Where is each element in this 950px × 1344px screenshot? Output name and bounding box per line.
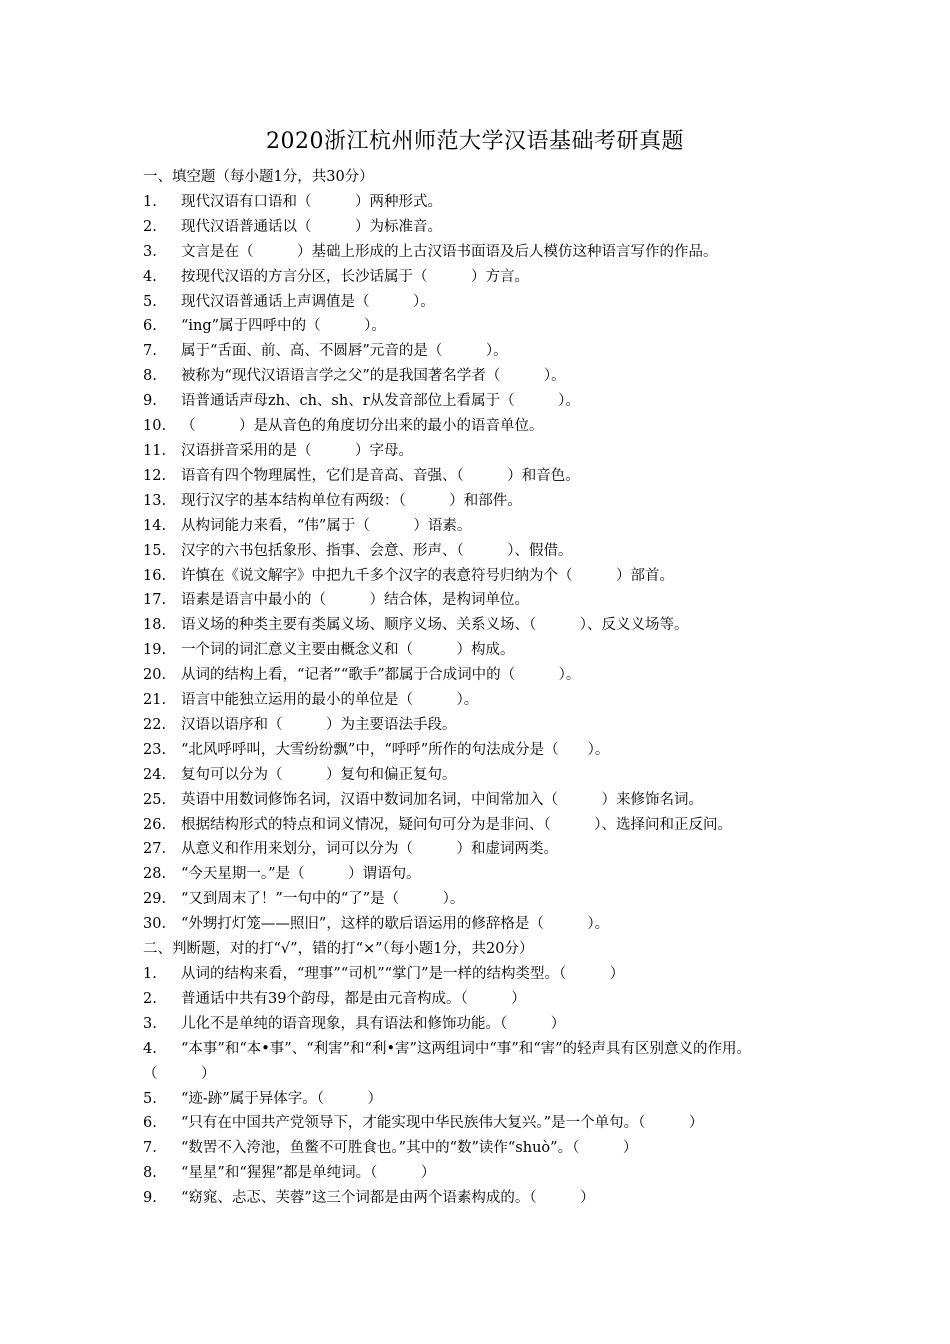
question-text: 复句可以分为（ ）复句和偏正复句。 <box>181 766 457 783</box>
question-text: “只有在中国共产党领导下，才能实现中华民族伟大复兴。”是一个单句。（ ） <box>181 1115 704 1132</box>
question-number: 18. <box>143 617 167 634</box>
exam-content <box>143 165 813 1211</box>
fill-blank-question-11 <box>143 439 813 464</box>
true-false-question-6 <box>143 1111 813 1136</box>
question-number: 5. <box>143 1090 157 1107</box>
question-text: “星星”和“猩猩”都是单纯词。（ ） <box>181 1165 436 1182</box>
question-number: 10. <box>143 418 167 435</box>
true-false-question-4 <box>143 1037 808 1087</box>
question-text: 从词的结构上看，“记者”“歌手”都属于合成词中的（ ）。 <box>181 667 581 684</box>
fill-blank-question-30 <box>143 912 813 937</box>
true-false-question-8 <box>143 1161 813 1186</box>
question-number: 2. <box>143 218 157 235</box>
fill-blank-question-19 <box>143 638 813 663</box>
question-number: 9. <box>143 1190 157 1207</box>
question-number: 24. <box>143 766 167 783</box>
question-text: 普通话中共有39个韵母，都是由元音构成。（ ） <box>181 990 526 1007</box>
question-text: 现代汉语普通话上声调值是（ ）。 <box>181 293 435 310</box>
question-text: 语音有四个物理属性，它们是音高、音强、（ ）和音色。 <box>181 467 580 484</box>
question-number: 28. <box>143 866 167 883</box>
question-number: 9. <box>143 393 157 410</box>
question-number: 16. <box>143 567 167 584</box>
question-text: 汉语拼音采用的是（ ）字母。 <box>181 442 413 459</box>
fill-blank-question-28 <box>143 862 813 887</box>
question-number: 21. <box>143 692 167 709</box>
question-text: “窈窕、忐忑、芙蓉”这三个词都是由两个语素构成的。（ ） <box>181 1190 595 1207</box>
true-false-question-5 <box>143 1087 813 1112</box>
fill-blank-question-10 <box>143 414 813 439</box>
question-text: 儿化不是单纯的语音现象，具有语法和修饰功能。（ ） <box>181 1015 566 1032</box>
question-number: 2. <box>143 990 157 1007</box>
fill-blank-question-14 <box>143 514 813 539</box>
fill-blank-question-5 <box>143 290 813 315</box>
question-number: 17. <box>143 592 167 609</box>
question-text: 汉语以语序和（ ）为主要语法手段。 <box>181 716 457 733</box>
fill-blank-question-4 <box>143 265 813 290</box>
fill-blank-question-25 <box>143 788 813 813</box>
question-text: 按现代汉语的方言分区，长沙话属于（ ）方言。 <box>181 268 529 285</box>
question-text: 语普通话声母zh、ch、sh、r从发音部位上看属于（ ）。 <box>181 393 580 410</box>
fill-blank-question-22 <box>143 713 813 738</box>
question-number: 4. <box>143 1040 157 1057</box>
question-number: 23. <box>143 741 167 758</box>
question-text: “本事”和“本•事”、“利害”和“利•害”这两组词中“事”和“害”的轻声具有区别意义的作用。（ ） <box>143 1040 752 1082</box>
true-false-question-9 <box>143 1186 813 1211</box>
question-number: 6. <box>143 318 157 335</box>
question-number: 27. <box>143 841 167 858</box>
fill-blank-question-20 <box>143 663 813 688</box>
question-number: 15. <box>143 542 167 559</box>
question-number: 12. <box>143 467 167 484</box>
section-heading-true-false: 二、判断题，对的打“√”，错的打“×”（每小题1分，共20分） <box>143 941 534 958</box>
question-text: 现代汉语普通话以（ ）为标准音。 <box>181 218 442 235</box>
fill-blank-question-27 <box>143 837 813 862</box>
question-text: 一个词的词汇意义主要由概念义和（ ）构成。 <box>181 642 515 659</box>
fill-blank-question-23 <box>143 738 813 763</box>
fill-blank-question-8 <box>143 364 813 389</box>
question-text: “北风呼呼叫，大雪纷纷飘”中，“呼呼”所作的句法成分是（ ）。 <box>181 741 610 758</box>
question-text: “数罟不入洿池，鱼鳖不可胜食也。”其中的“数”读作“shuò”。（ ） <box>181 1140 638 1157</box>
question-text: 被称为“现代汉语语言学之父”的是我国著名学者（ ）。 <box>181 368 566 385</box>
true-false-question-3 <box>143 1012 813 1037</box>
question-text: 从意义和作用来划分，词可以分为（ ）和虚词两类。 <box>181 841 558 858</box>
true-false-question-7 <box>143 1136 813 1161</box>
question-text: 汉字的六书包括象形、指事、会意、形声、（ ）、假借。 <box>181 542 573 559</box>
question-number: 26. <box>143 816 167 833</box>
section-heading-fill-blank: 一、填空题（每小题1分，共30分） <box>143 169 374 185</box>
question-text: “又到周末了！”一句中的“了”是（ ）。 <box>181 891 465 908</box>
question-text: （ ）是从音色的角度切分出来的最小的语音单位。 <box>181 418 544 435</box>
question-number: 22. <box>143 716 167 733</box>
true-false-question-1 <box>143 962 813 987</box>
question-number: 5. <box>143 293 157 310</box>
question-text: 许慎在《说文解字》中把九千多个汉字的表意符号归纳为个（ ）部首。 <box>181 567 674 584</box>
question-number: 7. <box>143 1140 157 1157</box>
fill-blank-question-7 <box>143 339 813 364</box>
question-text: 根据结构形式的特点和词义情况，疑问句可分为是非问、（ ）、选择问和正反问。 <box>181 816 732 833</box>
question-number: 1. <box>143 966 157 982</box>
question-number: 6. <box>143 1115 157 1132</box>
fill-blank-question-9 <box>143 389 813 414</box>
page-title: 2020浙江杭州师范大学汉语基础考研真题 <box>266 129 684 154</box>
question-text: 语素是语言中最小的（ ）结合体，是构词单位。 <box>181 592 529 609</box>
fill-blank-list <box>143 190 813 937</box>
true-false-question-2 <box>143 987 813 1012</box>
fill-blank-question-3 <box>143 240 813 265</box>
question-text: 从构词能力来看，“伟”属于（ ）语素。 <box>181 517 472 534</box>
fill-blank-question-16 <box>143 564 813 589</box>
question-number: 1. <box>143 193 157 210</box>
question-number: 3. <box>143 243 157 260</box>
true-false-list <box>143 962 813 1211</box>
question-text: 英语中用数词修饰名词，汉语中数词加名词，中间常加入（ ）来修饰名词。 <box>181 791 703 808</box>
question-text: “迹-跡”属于异体字。（ ） <box>181 1090 382 1107</box>
question-text: 现行汉字的基本结构单位有两级：（ ）和部件。 <box>181 492 522 509</box>
question-text: 语言中能独立运用的最小的单位是（ ）。 <box>181 692 479 709</box>
question-text: 文言是在（ ）基础上形成的上古汉语书面语及后人模仿这种语言写作的作品。 <box>181 243 718 260</box>
question-text: 属于“舌面、前、高、不圆唇”元音的是（ ）。 <box>181 343 508 360</box>
question-text: 现代汉语有口语和（ ）两种形式。 <box>181 193 442 210</box>
question-number: 25. <box>143 791 167 808</box>
question-number: 19. <box>143 642 167 659</box>
question-text: 语义场的种类主要有类属义场、顺序义场、关系义场、（ ）、反义义场等。 <box>181 617 689 634</box>
question-number: 4. <box>143 268 157 285</box>
fill-blank-question-18 <box>143 613 813 638</box>
fill-blank-question-29 <box>143 887 813 912</box>
question-number: 30. <box>143 916 167 933</box>
question-number: 29. <box>143 891 167 908</box>
question-number: 11. <box>143 442 167 459</box>
question-number: 13. <box>143 492 167 509</box>
question-text: “今天星期一。”是（ ）谓语句。 <box>181 866 421 883</box>
fill-blank-question-24 <box>143 763 813 788</box>
question-number: 20. <box>143 667 167 684</box>
question-text: “ing”属于四呼中的（ ）。 <box>181 318 386 335</box>
fill-blank-question-12 <box>143 464 813 489</box>
question-number: 14. <box>143 517 167 534</box>
fill-blank-question-15 <box>143 539 813 564</box>
question-text: 从词的结构来看，“理事”“司机”“掌门”是一样的结构类型。（ ） <box>181 966 625 982</box>
fill-blank-question-1 <box>143 190 813 215</box>
fill-blank-question-17 <box>143 588 813 613</box>
question-number: 7. <box>143 343 157 360</box>
question-number: 8. <box>143 368 157 385</box>
question-number: 8. <box>143 1165 157 1182</box>
fill-blank-question-6 <box>143 314 813 339</box>
fill-blank-question-26 <box>143 813 813 838</box>
fill-blank-question-21 <box>143 688 813 713</box>
fill-blank-question-2 <box>143 215 813 240</box>
fill-blank-question-13 <box>143 489 813 514</box>
question-number: 3. <box>143 1015 157 1032</box>
question-text: “外甥打灯笼——照旧”，这样的歇后语运用的修辞格是（ ）。 <box>181 916 610 933</box>
